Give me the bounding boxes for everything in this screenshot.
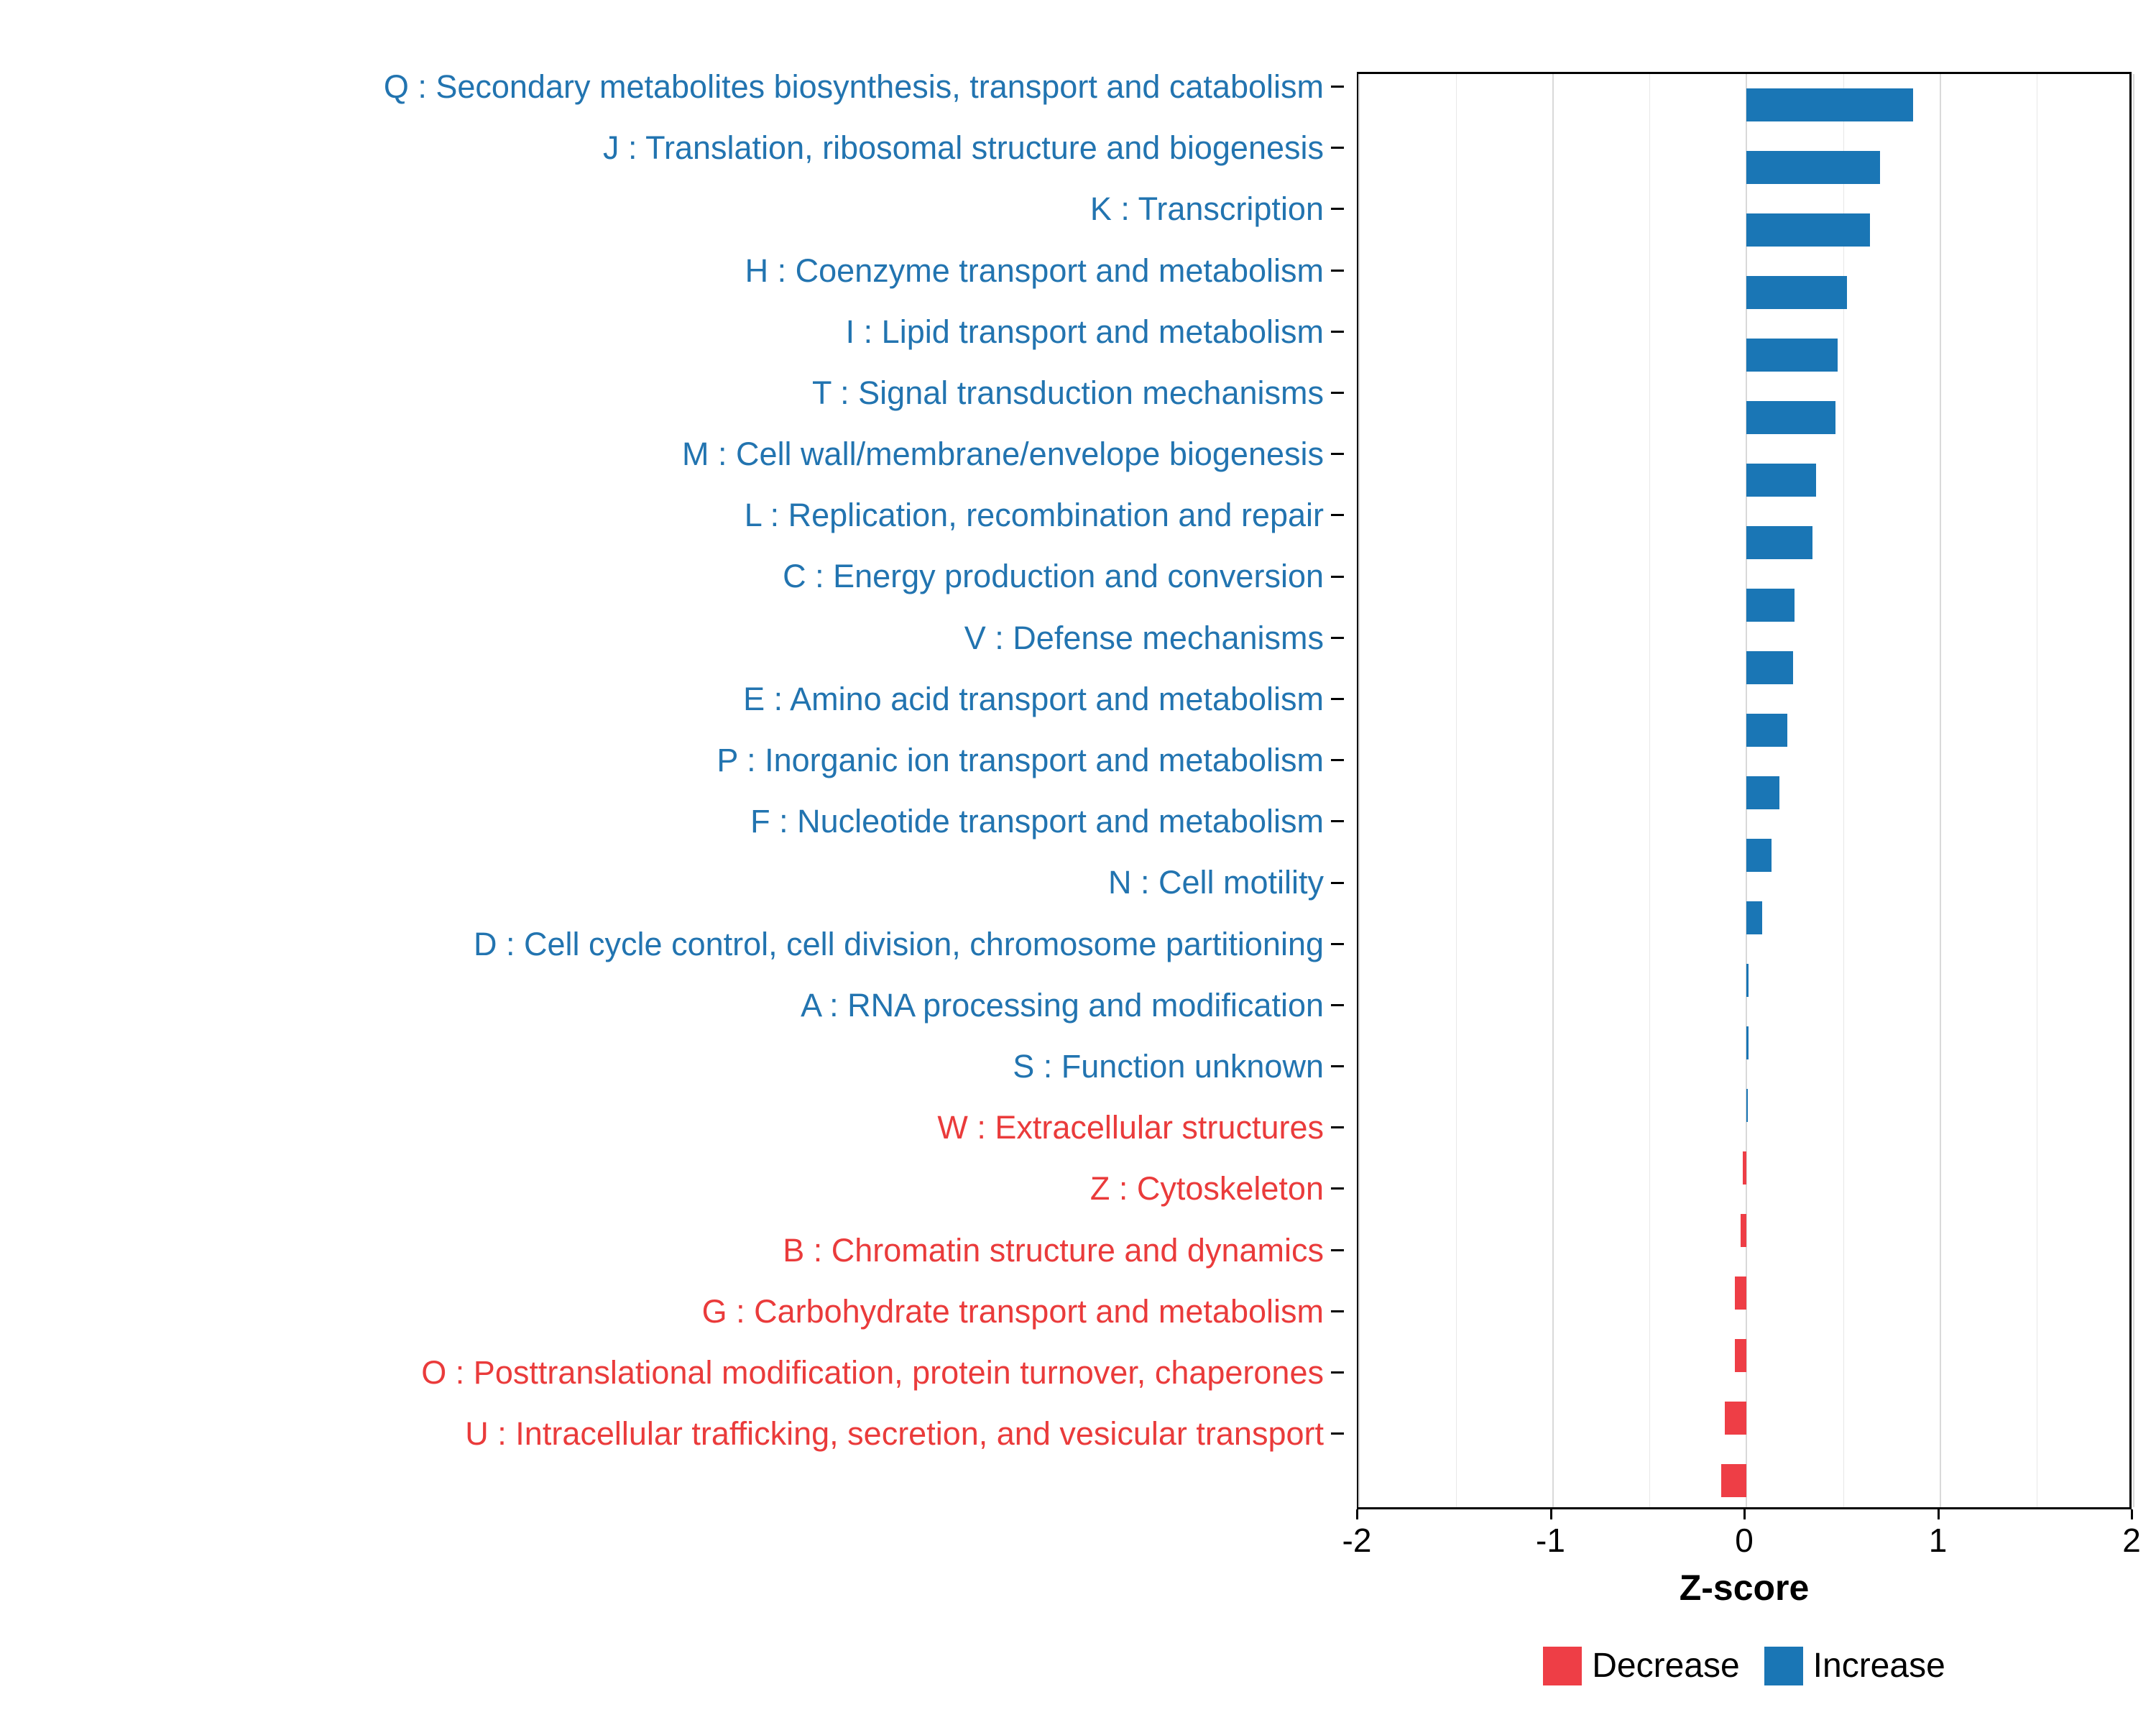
- category-label-row: [0, 178, 1344, 239]
- category-label-row: [0, 607, 1344, 668]
- category-label: S : Function unknown: [1013, 1047, 1324, 1085]
- x-tick-label: -2: [1342, 1522, 1372, 1559]
- bar: [1735, 1276, 1746, 1310]
- bar: [1746, 339, 1838, 372]
- x-tick-label: -1: [1536, 1522, 1565, 1559]
- x-tick-mark: [1550, 1509, 1552, 1519]
- x-tick-mark: [1356, 1509, 1358, 1519]
- category-label-row: [0, 1220, 1344, 1281]
- axis-tick-mark: [1331, 1126, 1344, 1128]
- bar: [1746, 213, 1870, 247]
- gridline-major: [2133, 74, 2134, 1507]
- category-label-row: [0, 1403, 1344, 1464]
- category-label: E : Amino acid transport and metabolism: [743, 680, 1324, 717]
- category-label: D : Cell cycle control, cell division, chromosome partitioning: [474, 925, 1324, 962]
- axis-tick-mark: [1331, 270, 1344, 272]
- category-label-row: [0, 730, 1344, 791]
- category-label-row: [0, 56, 1344, 117]
- bar: [1746, 839, 1772, 872]
- category-label-row: [0, 914, 1344, 975]
- x-axis-title: Z-score: [1679, 1568, 1810, 1608]
- axis-tick-mark: [1331, 331, 1344, 333]
- axis-tick-mark: [1331, 943, 1344, 945]
- category-label: W : Extracellular structures: [937, 1109, 1324, 1146]
- bar: [1735, 1339, 1746, 1372]
- x-tick-mark: [1743, 1509, 1746, 1519]
- bar: [1746, 589, 1795, 622]
- category-label: K : Transcription: [1089, 190, 1324, 228]
- category-label: H : Coenzyme transport and metabolism: [745, 252, 1324, 289]
- axis-tick-mark: [1331, 514, 1344, 516]
- axis-tick-mark: [1331, 86, 1344, 88]
- category-label-row: [0, 1036, 1344, 1097]
- category-label: B : Chromatin structure and dynamics: [783, 1231, 1324, 1269]
- category-label: N : Cell motility: [1107, 864, 1324, 901]
- category-label-row: [0, 668, 1344, 730]
- bar: [1743, 1151, 1746, 1184]
- category-label-row: [0, 240, 1344, 301]
- bar: [1746, 776, 1779, 809]
- axis-tick-mark: [1331, 1187, 1344, 1190]
- bar: [1746, 901, 1762, 934]
- axis-tick-mark: [1331, 1065, 1344, 1067]
- bar: [1746, 401, 1835, 434]
- category-label-row: [0, 423, 1344, 484]
- category-label: O : Posttranslational modification, protein turnover, chaperones: [421, 1353, 1324, 1391]
- category-label-row: [0, 852, 1344, 913]
- bar: [1746, 276, 1847, 309]
- category-label-row: [0, 1158, 1344, 1219]
- axis-tick-mark: [1331, 820, 1344, 822]
- bar: [1746, 1026, 1749, 1059]
- category-label: I : Lipid transport and metabolism: [845, 313, 1324, 350]
- category-label-row: [0, 975, 1344, 1036]
- bar: [1746, 151, 1880, 184]
- bar: [1746, 964, 1749, 997]
- legend-item[interactable]: [1543, 1646, 1739, 1685]
- x-tick-mark: [1938, 1509, 1940, 1519]
- category-label: G : Carbohydrate transport and metabolism: [701, 1292, 1324, 1330]
- category-label: U : Intracellular trafficking, secretion, and vesicular transport: [465, 1415, 1324, 1453]
- axis-tick-mark: [1331, 1249, 1344, 1251]
- x-tick-label: 2: [2122, 1522, 2141, 1559]
- legend-item[interactable]: [1764, 1646, 1945, 1685]
- bar: [1746, 88, 1913, 121]
- axis-tick-mark: [1331, 698, 1344, 700]
- legend-label: Increase: [1812, 1647, 1945, 1685]
- axis-tick-mark: [1331, 1432, 1344, 1435]
- category-label-row: [0, 301, 1344, 362]
- plot-panel: [1357, 72, 2132, 1509]
- axis-tick-mark: [1331, 759, 1344, 761]
- category-label: M : Cell wall/membrane/envelope biogenesis: [682, 436, 1324, 473]
- axis-tick-mark: [1331, 576, 1344, 578]
- category-label-row: [0, 117, 1344, 178]
- bar: [1725, 1402, 1746, 1435]
- category-label-row: [0, 1342, 1344, 1403]
- legend: [1357, 1646, 2132, 1685]
- axis-tick-mark: [1331, 1004, 1344, 1006]
- category-label-row: [0, 791, 1344, 852]
- category-axis-labels: [0, 56, 1344, 1464]
- bar: [1741, 1214, 1746, 1247]
- x-tick-label: 1: [1928, 1522, 1948, 1559]
- legend-swatch: [1543, 1647, 1582, 1685]
- bar: [1746, 714, 1787, 747]
- category-label: P : Inorganic ion transport and metabolism: [717, 742, 1324, 779]
- bar: [1746, 464, 1816, 497]
- category-label: F : Nucleotide transport and metabolism: [750, 803, 1324, 840]
- category-label: T : Signal transduction mechanisms: [811, 374, 1324, 411]
- legend-swatch: [1764, 1647, 1803, 1685]
- bar: [1746, 1089, 1748, 1122]
- category-label: C : Energy production and conversion: [783, 558, 1324, 595]
- category-label: Z : Cytoskeleton: [1089, 1170, 1324, 1208]
- bar: [1746, 651, 1793, 684]
- bar: [1721, 1464, 1746, 1497]
- legend-label: Decrease: [1592, 1647, 1740, 1685]
- x-tick-label: 0: [1735, 1522, 1754, 1559]
- axis-tick-mark: [1331, 147, 1344, 149]
- category-label: A : RNA processing and modification: [801, 986, 1324, 1024]
- axis-tick-mark: [1331, 1310, 1344, 1312]
- axis-tick-mark: [1331, 208, 1344, 210]
- axis-tick-mark: [1331, 392, 1344, 394]
- axis-tick-mark: [1331, 882, 1344, 884]
- x-tick-mark: [2131, 1509, 2133, 1519]
- category-label: J : Translation, ribosomal structure and biogenesis: [602, 129, 1324, 167]
- axis-tick-mark: [1331, 453, 1344, 455]
- category-label: V : Defense mechanisms: [964, 619, 1324, 656]
- category-label-row: [0, 1097, 1344, 1158]
- x-axis: [1342, 1509, 2141, 1560]
- axis-tick-mark: [1331, 637, 1344, 639]
- category-label-row: [0, 362, 1344, 423]
- category-label-row: [0, 1281, 1344, 1342]
- category-label: L : Replication, recombination and repair: [744, 497, 1324, 534]
- category-label-row: [0, 484, 1344, 546]
- category-label-row: [0, 546, 1344, 607]
- bar: [1746, 526, 1812, 559]
- axis-tick-mark: [1331, 1371, 1344, 1374]
- category-label: Q : Secondary metabolites biosynthesis, transport and catabolism: [383, 68, 1324, 105]
- bars-layer: [1359, 74, 2129, 1507]
